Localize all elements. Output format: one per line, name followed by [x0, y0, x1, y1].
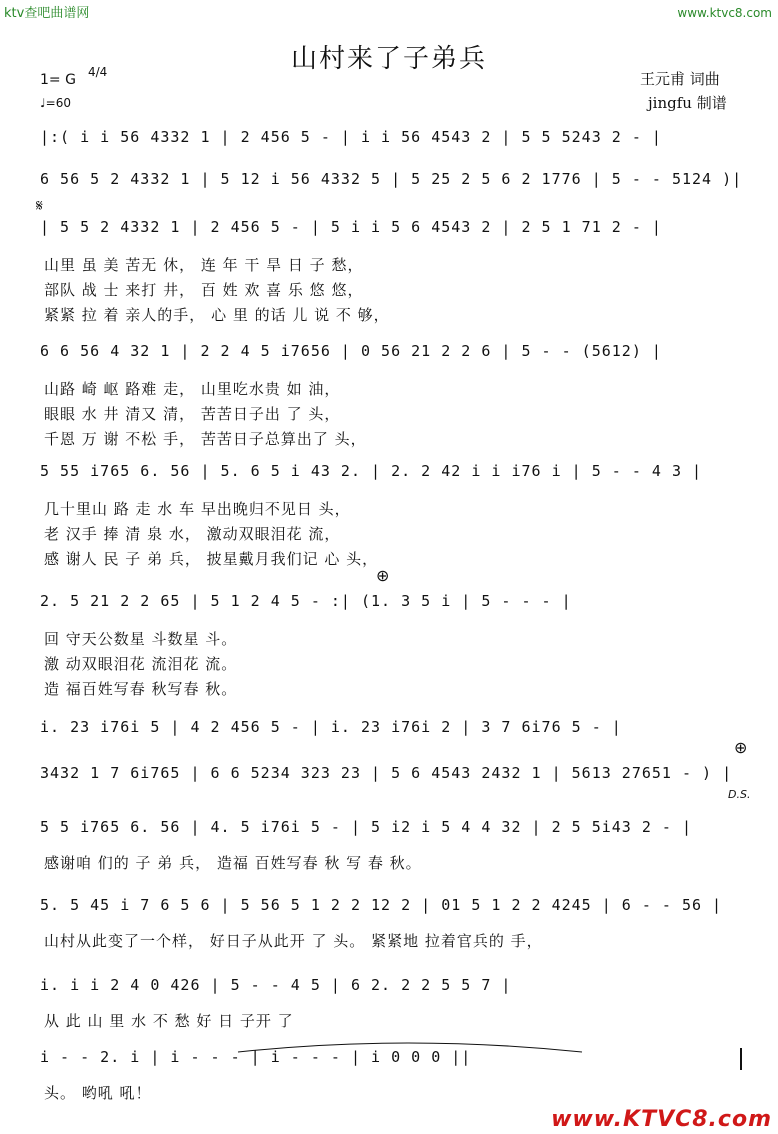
score-line-9: 5 5 i765 6. 56 | 4. 5 i76i 5 - | 5 i2 i 5 4 4 32 | 2 5 5i43 2 - | [40, 818, 692, 836]
score-line-1: |:( i i 56 4332 1 | 2 456 5 - | i i 56 4543 2 | 5 5 5243 2 - | [40, 128, 662, 146]
lyric-line-4: 山路 崎 岖 路难 走， 山里吃水贵 如 油， [44, 380, 341, 398]
lyric-line-3: 紧紧 拉 着 亲人的手， 心 里 的话 儿 说 不 够， [44, 306, 390, 324]
lyric-line-16: 头。 哟吼 吼！ [44, 1084, 152, 1102]
lyric-line-6: 千恩 万 谢 不松 手， 苦苦日子总算出了 头， [44, 430, 367, 448]
coda-sign-2: ⊕ [734, 738, 748, 757]
lyric-line-15: 从 此 山 里 水 不 愁 好 日 子开 了 [44, 1012, 294, 1030]
lyric-line-7: 几十里山 路 走 水 车 早出晚归不见日 头， [44, 500, 351, 518]
final-barline [740, 1048, 742, 1070]
ds-mark: D.S. [728, 788, 751, 801]
lyric-line-9: 感 谢人 民 子 弟 兵， 披星戴月我们记 心 头， [44, 550, 379, 568]
time-signature-value: 4/4 [88, 65, 108, 79]
lyric-line-1: 山里 虽 美 苦无 休， 连 年 干 旱 日 子 愁， [44, 256, 364, 274]
site-name-top-left[interactable]: ktv查吧曲谱网 [4, 6, 90, 21]
score-line-6: 2. 5 21 2 2 65 | 5 1 2 4 5 - :| (1. 3 5 i | 5 - - - | [40, 592, 572, 610]
arranger-credit: jingfu 制谱 [648, 94, 727, 112]
score-line-4: 6 6 56 4 32 1 | 2 2 4 5 i7656 | 0 56 21 2 2 6 | 5 - - (5612) | [40, 342, 662, 360]
tempo-mark: ♩=60 [40, 96, 71, 110]
key-signature: 1= G [40, 72, 76, 88]
lyric-line-12: 造 福百姓写春 秋写春 秋。 [44, 680, 238, 698]
lyric-line-13: 感谢咱 们的 子 弟 兵， 造福 百姓写春 秋 写 春 秋。 [44, 854, 422, 872]
score-line-3: | 5 5 2 4332 1 | 2 456 5 - | 5 i i 5 6 4543 2 | 2 5 1 71 2 - | [40, 218, 662, 236]
lyric-line-5: 眼眼 水 井 清又 清， 苦苦日子出 了 头， [44, 405, 341, 423]
lyric-line-2: 部队 战 士 来打 井， 百 姓 欢 喜 乐 悠 悠， [44, 281, 364, 299]
site-url-top-right[interactable]: www.ktvc8.com [677, 6, 772, 20]
lyric-line-14: 山村从此变了一个样， 好日子从此开 了 头。 紧紧地 拉着官兵的 手， [44, 932, 543, 950]
score-line-2: 6 56 5 2 4332 1 | 5 12 i 56 4332 5 | 5 25 2 5 6 2 1776 | 5 - - 5124 )| [40, 170, 743, 188]
tie-arc [236, 1040, 586, 1054]
score-line-5: 5 55 i765 6. 56 | 5. 6 5 i 43 2. | 2. 2 42 i i i76 i | 5 - - 4 3 | [40, 462, 703, 480]
lyric-line-10: 回 守天公数星 斗数星 斗。 [44, 630, 238, 648]
score-line-7: i. 23 i76i 5 | 4 2 456 5 - | i. 23 i76i 2 | 3 7 6i76 5 - | [40, 718, 622, 736]
song-title: 山村来了子弟兵 [290, 44, 487, 74]
score-line-8: 3432 1 7 6i765 | 6 6 5234 323 23 | 5 6 4543 2432 1 | 5613 27651 - ) | [40, 764, 733, 782]
coda-sign-1: ⊕ [376, 566, 390, 585]
lyric-line-8: 老 汉手 捧 清 泉 水， 激动双眼泪花 流， [44, 525, 341, 543]
site-url-footer[interactable]: www.KTVC8.com [551, 1107, 772, 1132]
lyric-line-11: 激 动双眼泪花 流泪花 流。 [44, 655, 238, 673]
score-line-12: i - - 2. i | i - - - | i - - - | i 0 0 0 || [40, 1048, 472, 1066]
score-line-10: 5. 5 45 i 7 6 5 6 | 5 56 5 1 2 2 12 2 | 01 5 1 2 2 4245 | 6 - - 56 | [40, 896, 723, 914]
score-line-11: i. i i 2 4 0 426 | 5 - - 4 5 | 6 2. 2 2 5 5 7 | [40, 976, 512, 994]
time-signature [88, 66, 107, 78]
segno-sign: 𝄋 [36, 196, 43, 215]
lyricist-credit: 王元甫 词曲 [640, 70, 720, 88]
